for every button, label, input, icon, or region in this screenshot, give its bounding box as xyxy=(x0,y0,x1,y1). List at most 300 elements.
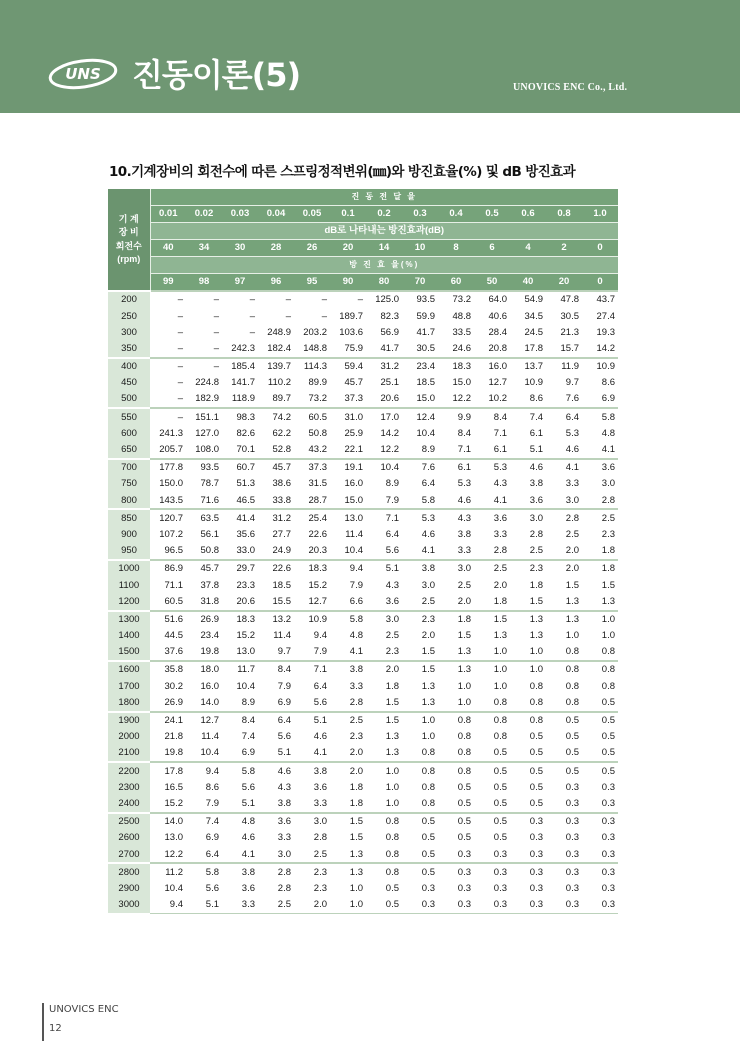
value-cell: 33.8 xyxy=(272,494,291,506)
db-value: 40 xyxy=(150,240,186,257)
value-cell: 0.5 xyxy=(402,863,438,880)
value-cell: 1.8 xyxy=(493,595,507,607)
value-cell: 20.6 xyxy=(236,595,255,607)
value-cell: 10.4 xyxy=(344,545,363,557)
value-cell: 8.6 xyxy=(529,393,543,405)
value-cell: 18.3 xyxy=(294,560,330,577)
value-cell: 89.7 xyxy=(272,393,291,405)
value-cell: 0.5 xyxy=(601,731,616,743)
value-cell: 20.3 xyxy=(308,545,327,557)
value-cell: 0.8 xyxy=(529,680,543,692)
value-cell: 0.3 xyxy=(565,781,579,793)
table-row xyxy=(108,863,618,880)
value-cell: 30.5 xyxy=(416,342,435,354)
value-cell: 4.3 xyxy=(385,579,399,591)
table-row xyxy=(108,324,618,340)
value-cell: 34.5 xyxy=(524,310,543,322)
value-cell: 11.4 xyxy=(273,630,291,642)
db-header: dB로 나타내는 방진효과(dB) xyxy=(150,223,618,240)
value-cell: 15.2 xyxy=(236,630,255,642)
footer-divider xyxy=(42,1003,44,1041)
value-cell: 4.1 xyxy=(493,494,507,506)
page-number: 12 xyxy=(49,1023,62,1034)
value-cell: 50.8 xyxy=(308,427,327,439)
value-cell: 2.5 xyxy=(385,630,399,642)
header-row xyxy=(108,206,618,223)
value-cell: 18.3 xyxy=(438,358,474,375)
value-cell: 10.4 xyxy=(200,747,219,759)
value-cell: 3.8 xyxy=(330,661,366,678)
value-cell: 28.7 xyxy=(308,494,327,506)
value-cell: 2.8 xyxy=(277,882,291,894)
value-cell: 4.6 xyxy=(313,731,327,743)
value-cell: 9.4 xyxy=(150,897,186,914)
value-cell: 23.4 xyxy=(402,358,438,375)
value-cell: 0.3 xyxy=(546,863,582,880)
value-cell: 27.4 xyxy=(596,310,616,322)
rpm-cell: 2600 xyxy=(108,830,150,846)
value-cell: – xyxy=(330,291,366,308)
value-cell: 1.0 xyxy=(349,882,363,894)
value-cell: 2.8 xyxy=(349,696,363,708)
value-cell: 1.0 xyxy=(385,797,399,809)
transmissibility-value: 0.6 xyxy=(510,206,546,223)
value-cell: 6.4 xyxy=(258,712,294,729)
value-cell: 9.7 xyxy=(277,646,291,658)
rpm-cell: 850 xyxy=(108,509,150,526)
value-cell: 3.8 xyxy=(457,528,471,540)
value-cell: 0.8 xyxy=(438,712,474,729)
value-cell: 5.8 xyxy=(582,408,618,425)
value-cell: 0.5 xyxy=(402,813,438,830)
value-cell: 0.8 xyxy=(493,696,507,708)
value-cell: 12.7 xyxy=(186,712,222,729)
value-cell: 0.5 xyxy=(601,696,616,708)
value-cell: 11.7 xyxy=(222,661,258,678)
value-cell: 16.5 xyxy=(164,781,183,793)
value-cell: 3.8 xyxy=(294,762,330,779)
value-cell: 9.9 xyxy=(438,408,474,425)
value-cell: 25.4 xyxy=(294,509,330,526)
value-cell: 4.8 xyxy=(222,813,258,830)
value-cell: 3.0 xyxy=(277,848,291,860)
transmissibility-value: 1.0 xyxy=(582,206,618,223)
db-value: 2 xyxy=(546,240,582,257)
value-cell: 0.3 xyxy=(438,897,474,914)
transmissibility-value: 0.01 xyxy=(150,206,186,223)
value-cell: 0.5 xyxy=(601,747,616,759)
efficiency-value: 95 xyxy=(294,274,330,292)
row-label-line: 회전수 xyxy=(115,240,142,251)
value-cell: 1.0 xyxy=(474,661,510,678)
value-cell: 0.8 xyxy=(438,762,474,779)
value-cell: 2.0 xyxy=(366,661,402,678)
value-cell: 43.2 xyxy=(308,444,327,456)
value-cell: 2.0 xyxy=(330,762,366,779)
value-cell: 8.9 xyxy=(421,444,435,456)
value-cell: 0.3 xyxy=(474,863,510,880)
value-cell: 3.0 xyxy=(294,813,330,830)
rpm-cell: 350 xyxy=(108,341,150,358)
value-cell: 0.8 xyxy=(510,712,546,729)
table-row xyxy=(108,644,618,661)
value-cell: 4.6 xyxy=(258,762,294,779)
value-cell: 1.0 xyxy=(366,762,402,779)
value-cell: 5.1 xyxy=(366,560,402,577)
value-cell: 1.0 xyxy=(385,781,399,793)
value-cell: 2.0 xyxy=(546,560,582,577)
value-cell: 0.8 xyxy=(457,747,471,759)
value-cell: 1.8 xyxy=(349,797,363,809)
value-cell: 0.3 xyxy=(601,781,616,793)
value-cell: 19.8 xyxy=(164,747,183,759)
transmissibility-value: 0.2 xyxy=(366,206,402,223)
rpm-cell: 1500 xyxy=(108,644,150,661)
value-cell: 19.1 xyxy=(330,459,366,476)
value-cell: 35.8 xyxy=(150,661,186,678)
value-cell: 4.1 xyxy=(546,459,582,476)
value-cell: 37.3 xyxy=(344,393,363,405)
value-cell: 45.7 xyxy=(258,459,294,476)
value-cell: 31.0 xyxy=(330,408,366,425)
value-cell: 0.8 xyxy=(493,731,507,743)
value-cell: 1.3 xyxy=(457,646,471,658)
value-cell: 75.9 xyxy=(344,342,363,354)
value-cell: 1.0 xyxy=(457,696,471,708)
db-value: 34 xyxy=(186,240,222,257)
value-cell: 46.5 xyxy=(236,494,255,506)
value-cell: 1.5 xyxy=(474,611,510,628)
value-cell: 0.5 xyxy=(438,813,474,830)
value-cell: 0.5 xyxy=(510,762,546,779)
rpm-cell: 1800 xyxy=(108,695,150,712)
value-cell: 1.8 xyxy=(582,560,618,577)
value-cell: 27.7 xyxy=(272,528,291,540)
value-cell: 8.4 xyxy=(457,427,471,439)
value-cell: 43.7 xyxy=(582,291,618,308)
value-cell: 0.5 xyxy=(582,712,618,729)
value-cell: 6.9 xyxy=(277,696,291,708)
value-cell: – xyxy=(150,358,186,375)
value-cell: 0.8 xyxy=(385,832,399,844)
value-cell: – xyxy=(186,291,222,308)
value-cell: 3.8 xyxy=(529,478,543,490)
value-cell: 1.0 xyxy=(493,680,507,692)
value-cell: 5.8 xyxy=(330,611,366,628)
table-row xyxy=(108,897,618,914)
transmissibility-value: 0.8 xyxy=(546,206,582,223)
table-row xyxy=(108,476,618,492)
value-cell: 2.3 xyxy=(349,731,363,743)
value-cell: – xyxy=(258,291,294,308)
value-cell: 10.4 xyxy=(366,459,402,476)
value-cell: 2.3 xyxy=(313,882,327,894)
value-cell: 16.0 xyxy=(200,680,219,692)
value-cell: 2.3 xyxy=(385,646,399,658)
value-cell: – xyxy=(177,377,183,389)
value-cell: 0.5 xyxy=(421,848,435,860)
table-row xyxy=(108,678,618,694)
value-cell: 5.3 xyxy=(565,427,579,439)
value-cell: 3.3 xyxy=(222,897,258,914)
transmissibility-value: 0.03 xyxy=(222,206,258,223)
value-cell: 0.3 xyxy=(529,882,543,894)
value-cell: – xyxy=(294,291,330,308)
value-cell: 71.1 xyxy=(164,579,183,591)
value-cell: 0.5 xyxy=(493,781,507,793)
value-cell: 2.3 xyxy=(601,528,616,540)
value-cell: 5.8 xyxy=(186,863,222,880)
efficiency-value: 99 xyxy=(150,274,186,292)
value-cell: 2.3 xyxy=(510,560,546,577)
rpm-cell: 2100 xyxy=(108,745,150,762)
value-cell: 3.3 xyxy=(313,797,327,809)
value-cell: 205.7 xyxy=(159,444,183,456)
value-cell: 120.7 xyxy=(150,509,186,526)
value-cell: 5.6 xyxy=(313,696,327,708)
db-value: 8 xyxy=(438,240,474,257)
rpm-cell: 1100 xyxy=(108,577,150,593)
header-band xyxy=(0,0,740,113)
value-cell: 14.2 xyxy=(380,427,399,439)
value-cell: 6.1 xyxy=(529,427,543,439)
value-cell: 0.8 xyxy=(601,646,616,658)
efficiency-value: 98 xyxy=(186,274,222,292)
rpm-cell: 400 xyxy=(108,358,150,375)
value-cell: 24.1 xyxy=(150,712,186,729)
rpm-cell: 2800 xyxy=(108,863,150,880)
value-cell: 5.3 xyxy=(402,509,438,526)
value-cell: – xyxy=(213,310,219,322)
value-cell: 12.7 xyxy=(488,377,507,389)
value-cell: 31.2 xyxy=(366,358,402,375)
value-cell: 3.0 xyxy=(601,478,616,490)
value-cell: 2.5 xyxy=(421,595,435,607)
efficiency-value: 60 xyxy=(438,274,474,292)
db-value: 14 xyxy=(366,240,402,257)
value-cell: 0.8 xyxy=(546,661,582,678)
value-cell: 10.4 xyxy=(236,680,255,692)
value-cell: 1.5 xyxy=(565,579,579,591)
value-cell: 18.3 xyxy=(222,611,258,628)
value-cell: 0.3 xyxy=(546,897,582,914)
value-cell: – xyxy=(213,326,219,338)
value-cell: 15.2 xyxy=(308,579,327,591)
value-cell: 16.0 xyxy=(344,478,363,490)
value-cell: 1.8 xyxy=(529,579,543,591)
rpm-cell: 2900 xyxy=(108,881,150,897)
value-cell: 13.2 xyxy=(258,611,294,628)
rpm-cell: 1300 xyxy=(108,611,150,628)
value-cell: 4.1 xyxy=(349,646,363,658)
value-cell: 82.6 xyxy=(236,427,255,439)
value-cell: 1.5 xyxy=(457,630,471,642)
value-cell: 7.9 xyxy=(313,646,327,658)
value-cell: 0.3 xyxy=(582,897,618,914)
rpm-cell: 1000 xyxy=(108,560,150,577)
efficiency-value: 50 xyxy=(474,274,510,292)
value-cell: 0.5 xyxy=(474,813,510,830)
value-cell: 0.3 xyxy=(565,848,579,860)
value-cell: 60.7 xyxy=(222,459,258,476)
table-row xyxy=(108,881,618,897)
table-row xyxy=(108,391,618,408)
value-cell: 1.3 xyxy=(385,731,399,743)
value-cell: 50.8 xyxy=(200,545,219,557)
rpm-cell: 1900 xyxy=(108,712,150,729)
value-cell: 1.5 xyxy=(529,595,543,607)
header-row xyxy=(108,257,618,274)
value-cell: 21.3 xyxy=(560,326,579,338)
rpm-cell: 2200 xyxy=(108,762,150,779)
value-cell: 0.8 xyxy=(385,848,399,860)
value-cell: 0.5 xyxy=(565,731,579,743)
value-cell: 4.1 xyxy=(241,848,255,860)
value-cell: 2.3 xyxy=(402,611,438,628)
value-cell: 6.9 xyxy=(205,832,219,844)
value-cell: 7.6 xyxy=(565,393,579,405)
rpm-cell: 1600 xyxy=(108,661,150,678)
transmissibility-value: 0.3 xyxy=(402,206,438,223)
value-cell: 3.0 xyxy=(421,579,435,591)
table-row xyxy=(108,459,618,476)
value-cell: 6.9 xyxy=(601,393,616,405)
value-cell: – xyxy=(177,310,183,322)
value-cell: 6.4 xyxy=(385,528,399,540)
value-cell: 1.3 xyxy=(601,595,616,607)
value-cell: 33.0 xyxy=(236,545,255,557)
table-row xyxy=(108,611,618,628)
value-cell: 71.6 xyxy=(200,494,219,506)
rpm-cell: 2700 xyxy=(108,846,150,863)
value-cell: 4.6 xyxy=(510,459,546,476)
db-value: 6 xyxy=(474,240,510,257)
value-cell: 5.6 xyxy=(385,545,399,557)
value-cell: 0.8 xyxy=(402,762,438,779)
efficiency-value: 80 xyxy=(366,274,402,292)
value-cell: 73.2 xyxy=(438,291,474,308)
value-cell: 2.5 xyxy=(258,897,294,914)
value-cell: 1.5 xyxy=(421,646,435,658)
page-title: 진동이론(5) xyxy=(132,56,301,94)
value-cell: 2.5 xyxy=(474,560,510,577)
value-cell: 0.8 xyxy=(565,646,579,658)
value-cell: 0.8 xyxy=(529,696,543,708)
value-cell: 3.0 xyxy=(438,560,474,577)
value-cell: 54.9 xyxy=(510,291,546,308)
rpm-cell: 1400 xyxy=(108,628,150,644)
value-cell: 0.5 xyxy=(457,797,471,809)
value-cell: 24.5 xyxy=(524,326,543,338)
value-cell: 3.0 xyxy=(510,509,546,526)
value-cell: 1.0 xyxy=(529,646,543,658)
value-cell: 2.0 xyxy=(565,545,579,557)
value-cell: 38.6 xyxy=(272,478,291,490)
value-cell: 2.5 xyxy=(582,509,618,526)
value-cell: 30.5 xyxy=(560,310,579,322)
value-cell: 19.3 xyxy=(596,326,616,338)
value-cell: 0.5 xyxy=(493,797,507,809)
value-cell: 151.1 xyxy=(186,408,222,425)
value-cell: 7.1 xyxy=(493,427,507,439)
value-cell: 2.5 xyxy=(565,528,579,540)
value-cell: 0.8 xyxy=(474,712,510,729)
value-cell: 0.3 xyxy=(510,863,546,880)
value-cell: 6.1 xyxy=(493,444,507,456)
value-cell: 0.5 xyxy=(385,882,399,894)
value-cell: 89.9 xyxy=(308,377,327,389)
value-cell: 0.3 xyxy=(565,797,579,809)
value-cell: 3.6 xyxy=(529,494,543,506)
value-cell: 182.9 xyxy=(195,393,219,405)
value-cell: 3.6 xyxy=(474,509,510,526)
row-label-line: 장 비 xyxy=(118,227,139,237)
value-cell: 3.8 xyxy=(277,797,291,809)
value-cell: 0.5 xyxy=(582,762,618,779)
value-cell: 45.7 xyxy=(186,560,222,577)
logo-text: UNS xyxy=(65,65,101,83)
transmissibility-value: 0.05 xyxy=(294,206,330,223)
rpm-cell: 550 xyxy=(108,408,150,425)
value-cell: 51.6 xyxy=(150,611,186,628)
value-cell: 18.0 xyxy=(186,661,222,678)
value-cell: 11.4 xyxy=(201,731,219,743)
value-cell: 2.0 xyxy=(421,630,435,642)
value-cell: 0.5 xyxy=(565,747,579,759)
transmissibility-header: 진 동 전 달 율 xyxy=(150,189,618,206)
value-cell: 4.3 xyxy=(493,478,507,490)
value-cell: 40.6 xyxy=(488,310,507,322)
value-cell: 1.5 xyxy=(601,579,616,591)
value-cell: – xyxy=(249,310,255,322)
value-cell: 26.9 xyxy=(164,696,183,708)
value-cell: 35.6 xyxy=(236,528,255,540)
value-cell: 7.1 xyxy=(366,509,402,526)
rpm-cell: 900 xyxy=(108,527,150,543)
db-value: 0 xyxy=(582,240,618,257)
value-cell: 17.0 xyxy=(366,408,402,425)
value-cell: 52.8 xyxy=(272,444,291,456)
value-cell: 0.3 xyxy=(601,848,616,860)
value-cell: 0.3 xyxy=(546,813,582,830)
value-cell: – xyxy=(150,408,186,425)
value-cell: 0.5 xyxy=(421,832,435,844)
value-cell: 0.5 xyxy=(529,731,543,743)
value-cell: 107.2 xyxy=(159,528,183,540)
value-cell: 0.5 xyxy=(546,712,582,729)
value-cell: 12.2 xyxy=(380,444,399,456)
table-row xyxy=(108,375,618,391)
value-cell: 45.7 xyxy=(344,377,363,389)
value-cell: – xyxy=(177,326,183,338)
value-cell: 1.8 xyxy=(438,611,474,628)
value-cell: 4.6 xyxy=(241,832,255,844)
value-cell: 1.3 xyxy=(421,680,435,692)
value-cell: 16.0 xyxy=(474,358,510,375)
value-cell: 189.7 xyxy=(339,310,363,322)
value-cell: – xyxy=(222,291,258,308)
value-cell: 2.0 xyxy=(457,595,471,607)
value-cell: 3.3 xyxy=(565,478,579,490)
value-cell: 182.4 xyxy=(267,342,291,354)
row-label-line: 기 계 xyxy=(118,213,139,224)
value-cell: 22.6 xyxy=(308,528,327,540)
table-row xyxy=(108,661,618,678)
value-cell: 0.5 xyxy=(474,762,510,779)
value-cell: 1.3 xyxy=(330,863,366,880)
rpm-cell: 750 xyxy=(108,476,150,492)
value-cell: 8.4 xyxy=(258,661,294,678)
